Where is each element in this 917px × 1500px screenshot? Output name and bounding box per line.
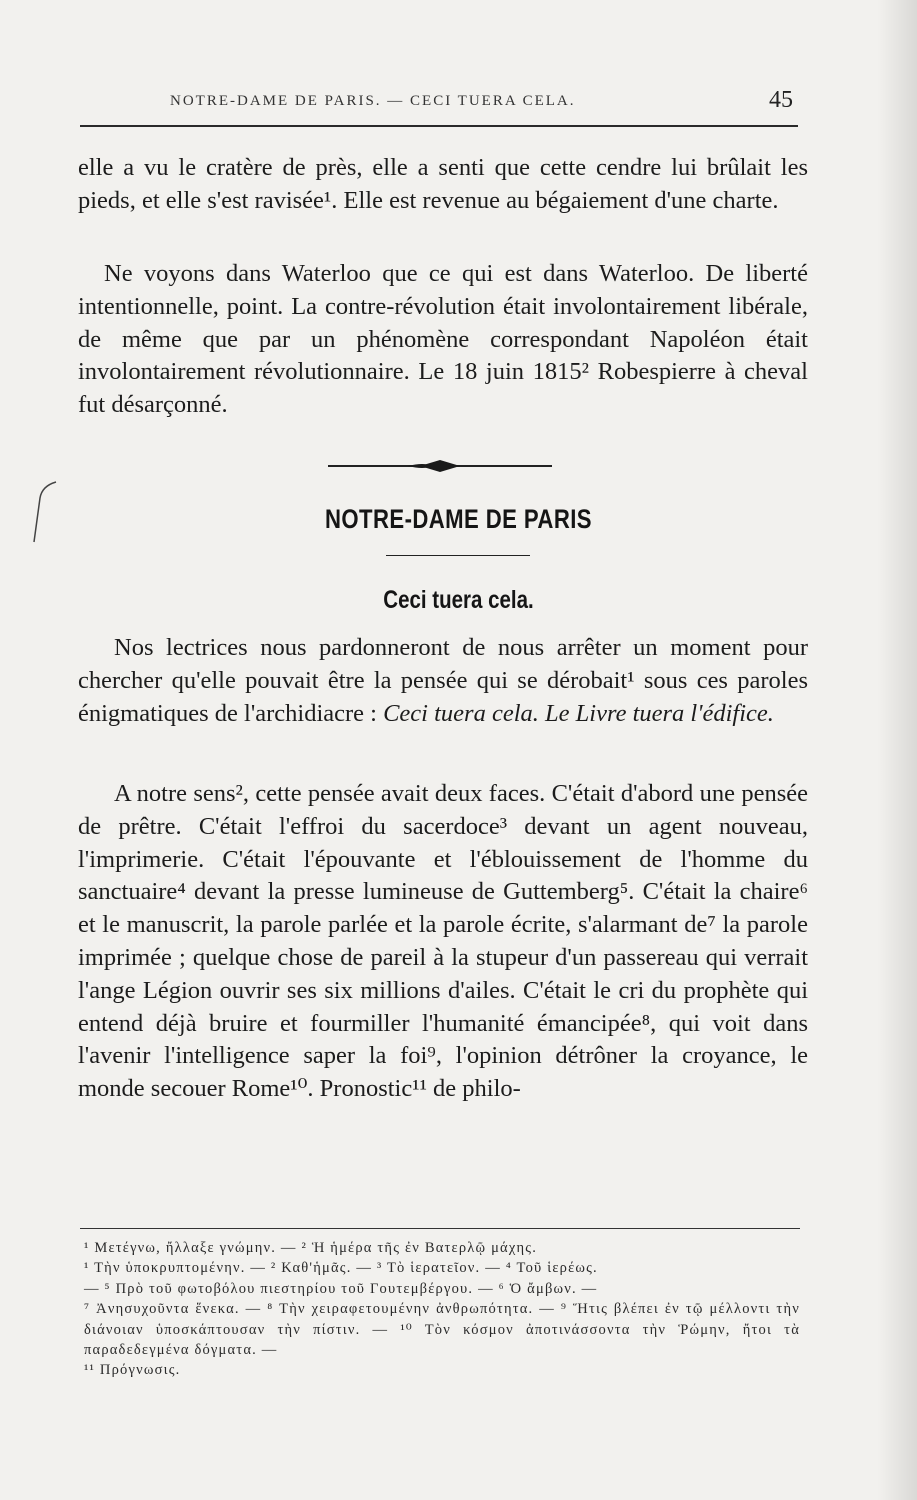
footnote-line: ¹ Τὴν ὑποκρυπτομένην. — ² Καθ'ἡμᾶς. — ³ Τὸ ἱερατεῖον. — ⁴ Τοῦ ἱερέως. [84,1260,598,1277]
paragraph-3-text: Nos lectrices nous pardonneront de nous arrêter un moment pour chercher qu'elle pouvait être la pensée qui se dérobait¹ sous ces paroles énigmatiques de l'archidiacre : [78,634,808,727]
margin-pencil-mark [28,478,58,548]
paragraph-2: Ne voyons dans Waterloo que ce qui est dans Waterloo. De liberté intentionnelle, point. La contre-révolution était involontairement libérale, de même que par un phénomène correspondant Napoléon était involontairement révolutionnaire. Le 18 juin 1815² Robespierre à cheval fut désarçonné. [78,260,808,419]
paragraph-3-italic: Ceci tuera cela. Le Livre tuera l'édifice. [383,699,774,727]
footnote-line: ¹ Μετέγνω, ἤλλαξε γνώμην. — ² Ἡ ἡμέρα τῆς ἐν Βατερλῷ μάχης. [84,1240,538,1256]
page-number: 45 [769,87,793,113]
footnote-line: ⁷ Ἀνησυχοῦντα ἕνεκα. — ⁸ Τὴν χειραφετουμένην ἀνθρωπότητα. — ⁹ Ἥτις βλέπει ἐν τῷ μέλλοντι τὴν διάνοιαν ὑποσκάπτουσαν τὴν πίστιν. — ¹⁰ Τὸν κόσμον ἀποτινάσσοντα τὴν Ῥώμην, ἤτοι τὰ παραδεδεγμένα δόγματα. — [84,1301,800,1359]
paragraph-1: elle a vu le cratère de près, elle a senti que cette cendre lui brûlait les pieds, et elle s'est ravisée¹. Elle est revenue au bégaiement d'une charte. [78,154,808,214]
section-divider-ornament [328,458,552,474]
footnotes [84,1238,800,1381]
paragraph-4: A notre sens², cette pensée avait deux faces. C'était d'abord une pensée de prêtre. C'était l'effroi du sacerdoce³ devant un agent nouveau, l'imprimerie. C'était l'épouvante et l'éblouissement de l'homme du sanctuaire⁴ devant la presse lumineuse de Guttemberg⁵. C'était la chaire⁶ et le manuscrit, la parole parlée et la parole écrite, s'alarmant de⁷ la parole imprimée ; quelque chose de pareil à la stupeur d'un passereau qui verrait l'ange Légion ouvrir ses six millions d'ailes. C'était le cri du prophète qui entend déjà bruire et fourmiller l'humanité émancipée⁸, qui voit dans l'avenir l'intelligence saper la foi⁹, l'opinion détrôner la croyance, le monde secouer Rome¹⁰. Pronostic¹¹ de philo- [78,780,808,1103]
page-edge-shadow [877,0,917,1500]
section-title: NOTRE-DAME DE PARIS [325,504,592,534]
footnote-line: ¹¹ Πρόγνωσις. [84,1362,181,1379]
section-subtitle: Ceci tuera cela. [383,586,534,614]
title-rule [386,555,530,556]
paragraph-3 [78,632,808,730]
running-header [80,85,798,127]
running-header-title: NOTRE-DAME DE PARIS. — CECI TUERA CELA. [170,93,576,109]
footnote-rule [80,1228,800,1229]
footnote-line: — ⁵ Πρὸ τοῦ φωτοβόλου πιεστηρίου τοῦ Γουτεμβέργου. — ⁶ Ὁ ἄμβων. — [84,1280,598,1297]
